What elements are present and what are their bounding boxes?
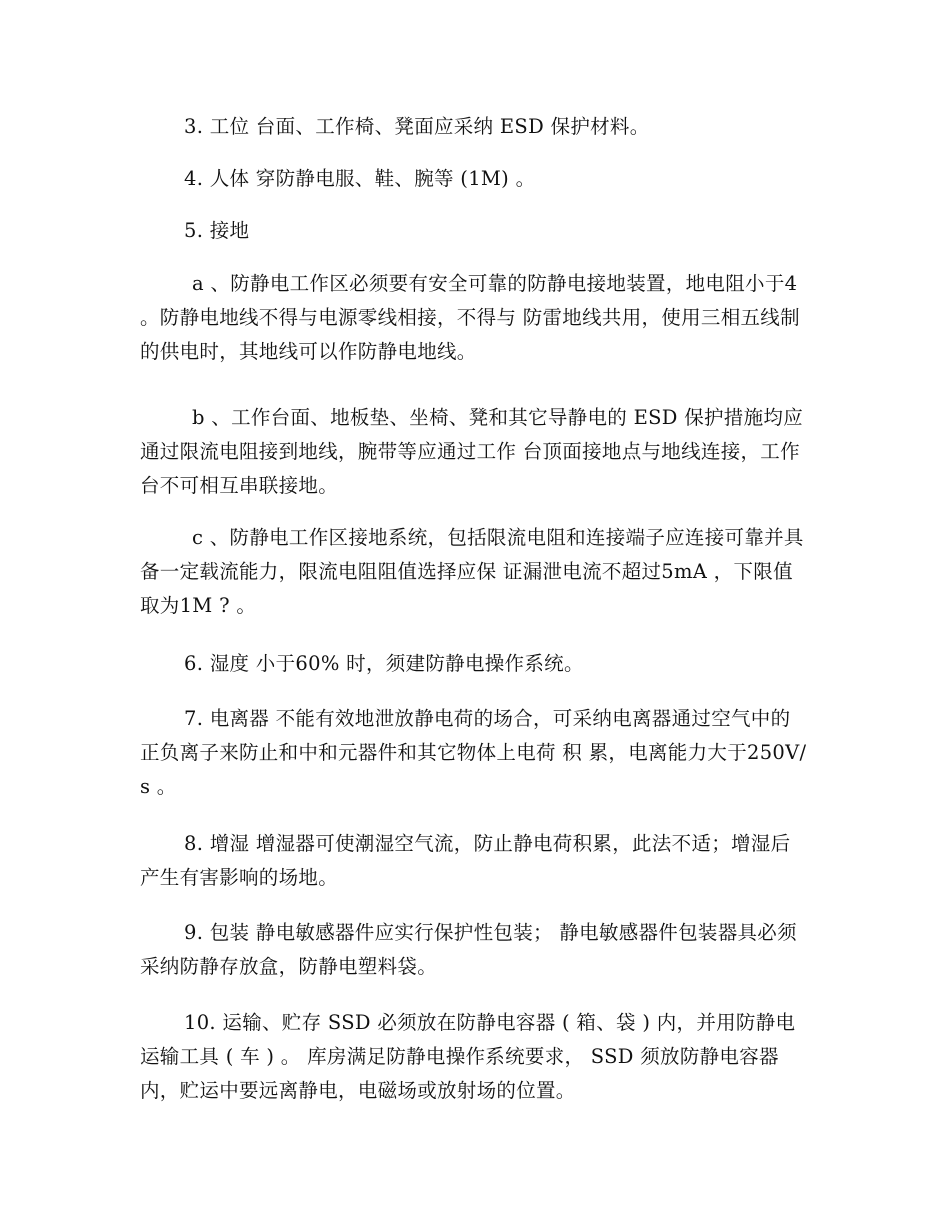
paragraph-item-3: 3. 工位 台面、工作椅、凳面应采纳 ESD 保护材料。 bbox=[184, 115, 650, 138]
paragraph-item-9: 9. 包装 静电敏感器件应实行保护性包装； 静电敏感器件包装器具必须采纳防静存放盒，防静电塑料袋。 bbox=[140, 921, 797, 978]
paragraph-item-5b: b 、工作台面、地板垫、坐椅、凳和其它导静电的 ESD 保护措施均应通过限流电阻接到地线，腕带等应通过工作 台顶面接地点与地线连接，工作台不可相互串联接地。 bbox=[140, 406, 804, 497]
paragraph-item-10: 10. 运输、贮存 SSD 必须放在防静电容器 ( 箱、袋 ) 内，并用防静电运输工具 ( 车 ) 。 库房满足防静电操作系统要求， SSD 须放防静电容器内，贮运中要远离静电，电磁场或放射场的位置。 bbox=[140, 1011, 796, 1102]
paragraph-item-6: 6. 湿度 小于60% 时，须建防静电操作系统。 bbox=[184, 652, 584, 675]
paragraph-item-5c: c 、防静电工作区接地系统，包括限流电阻和连接端子应连接可靠并具备一定载流能力，限流电阻阻值选择应保 证漏泄电流不超过5mA ，下限值取为1M ? 。 bbox=[140, 526, 804, 617]
paragraph-item-8: 8. 增湿 增湿器可使潮湿空气流，防止静电荷积累，此法不适；增湿后产生有害影响的场地。 bbox=[140, 832, 791, 889]
paragraph-item-5a: a 、防静电工作区必须要有安全可靠的防静电接地装置，地电阻小于4 。防静电地线不得与电源零线相接，不得与 防雷地线共用，使用三相五线制的供电时，其地线可以作防静电地线。 bbox=[140, 272, 800, 363]
paragraph-item-5: 5. 接地 bbox=[184, 219, 250, 242]
paragraph-item-7: 7. 电离器 不能有效地泄放静电荷的场合，可采纳电离器通过空气中的正负离子来防止和中和元器件和其它物体上电荷 积 累，电离能力大于250V/s 。 bbox=[140, 707, 807, 798]
paragraph-item-4: 4. 人体 穿防静电服、鞋、腕等 (1M) 。 bbox=[184, 167, 536, 190]
